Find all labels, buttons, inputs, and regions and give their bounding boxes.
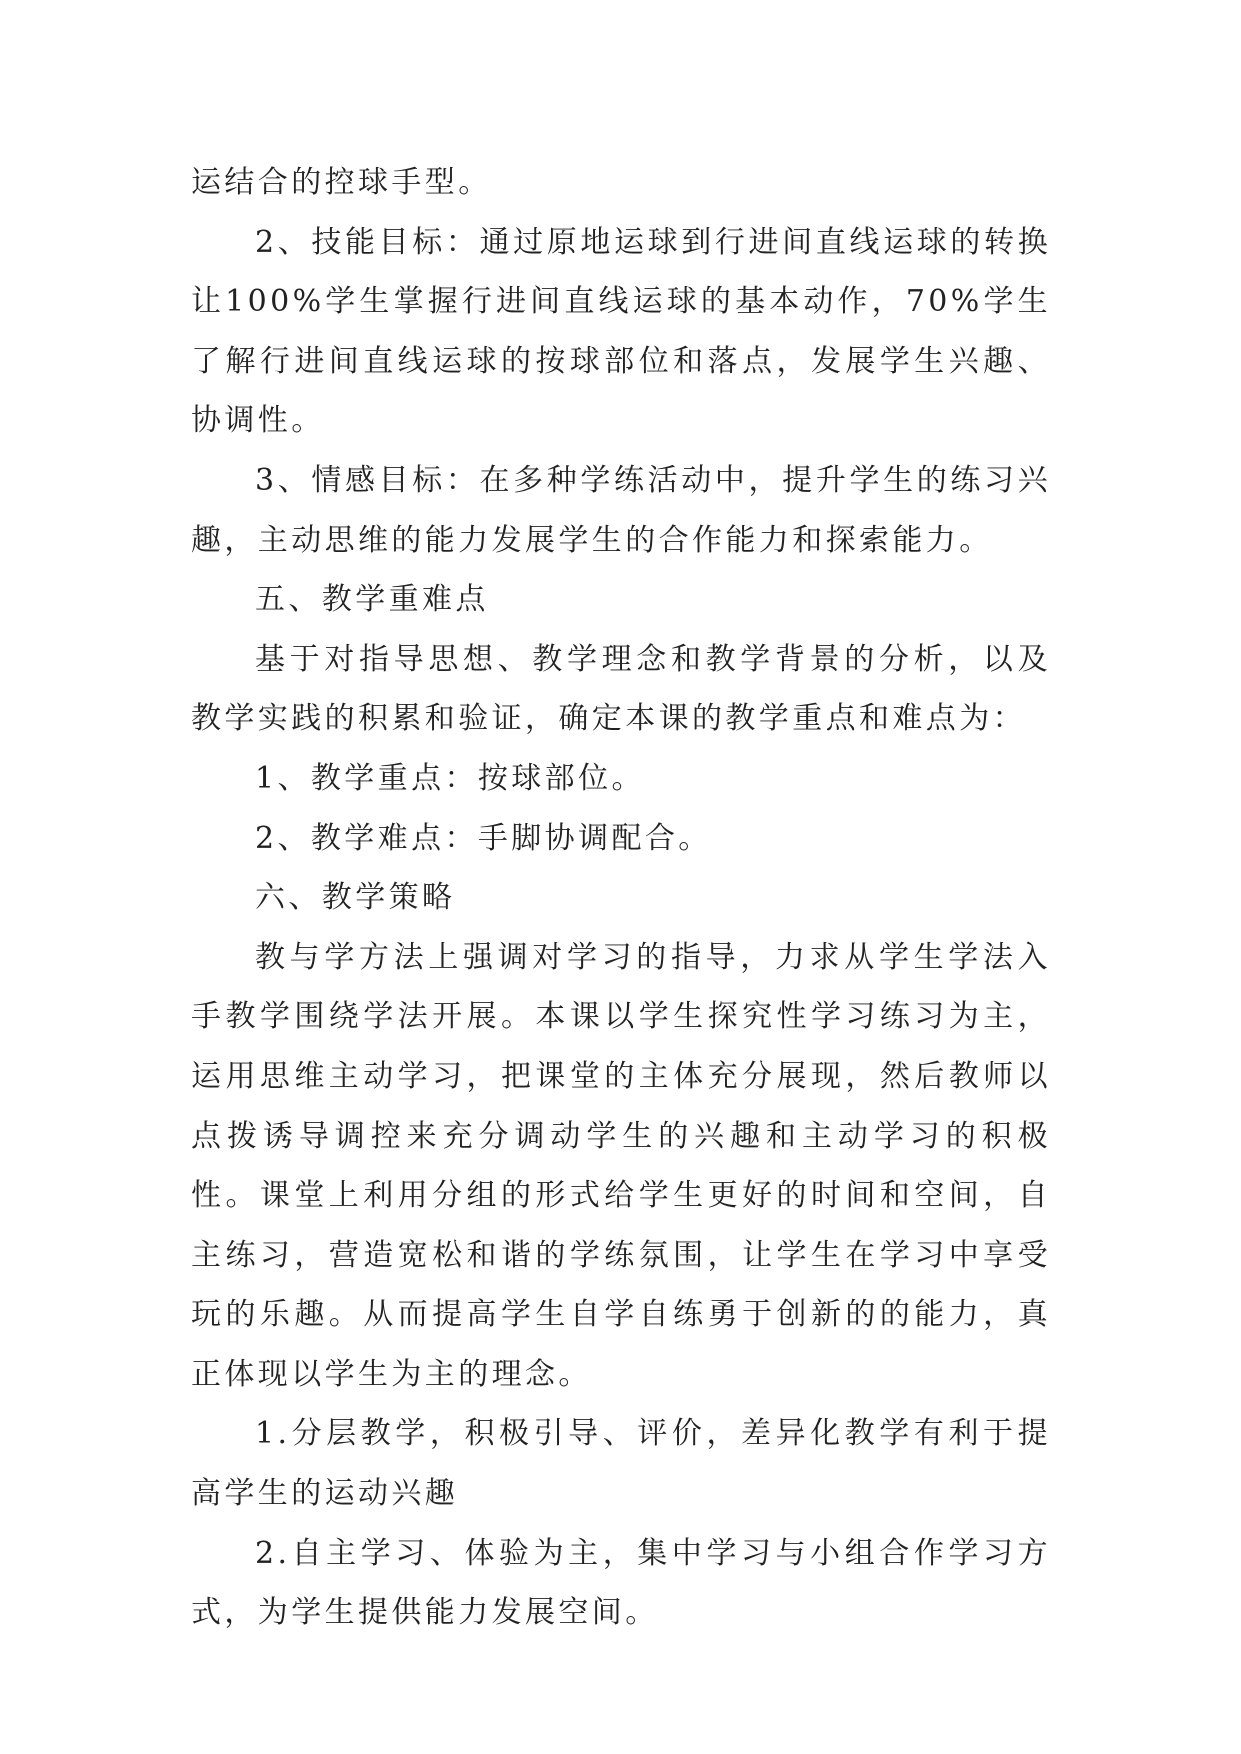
paragraph-emotion-goal: 3、情感目标：在多种学练活动中，提升学生的练习兴趣，主动思维的能力发展学生的合作能力和探索能力。 [191, 462, 1051, 558]
heading-key-difficult-points: 五、教学重难点 [255, 582, 489, 618]
paragraph-difficult-point: 2、教学难点：手脚协调配合。 [255, 820, 712, 856]
paragraph-key-point: 1、教学重点：按球部位。 [255, 760, 645, 796]
paragraph-analysis-basis: 基于对指导思想、教学理念和教学背景的分析，以及教学实践的积累和验证，确定本课的教学重点和难点为： [191, 641, 1051, 737]
paragraph-control-hand-shape: 运结合的控球手型。 [191, 165, 492, 200]
paragraph-strategy-description: 教与学方法上强调对学习的指导，力求从学生学法入手教学围绕学法开展。本课以学生探究性学习练习为主，运用思维主动学习，把课堂的主体充分展现，然后教师以点拨诱导调控来充分调动学生的兴趣和主动学习的积极性。课堂上利用分组的形式给学生更好的时间和空间，自主练习，营造宽松和谐的学练氛围，让学生在学习中享受玩的乐趣。从而提高学生自学自练勇于创新的的能力，真正体现以学生为主的理念。 [191, 939, 1051, 1392]
paragraph-layered-teaching: 1.分层教学，积极引导、评价，差异化教学有利于提高学生的运动兴趣 [191, 1416, 1051, 1512]
paragraph-autonomous-learning: 2.自主学习、体验为主，集中学习与小组合作学习方式，为学生提供能力发展空间。 [191, 1535, 1051, 1631]
document-body [191, 153, 1051, 1643]
heading-teaching-strategy: 六、教学策略 [255, 880, 456, 916]
paragraph-skill-goal: 2、技能目标：通过原地运球到行进间直线运球的转换让100%学生掌握行进间直线运球的基本动作，70%学生了解行进间直线运球的按球部位和落点，发展学生兴趣、协调性。 [191, 224, 1051, 439]
